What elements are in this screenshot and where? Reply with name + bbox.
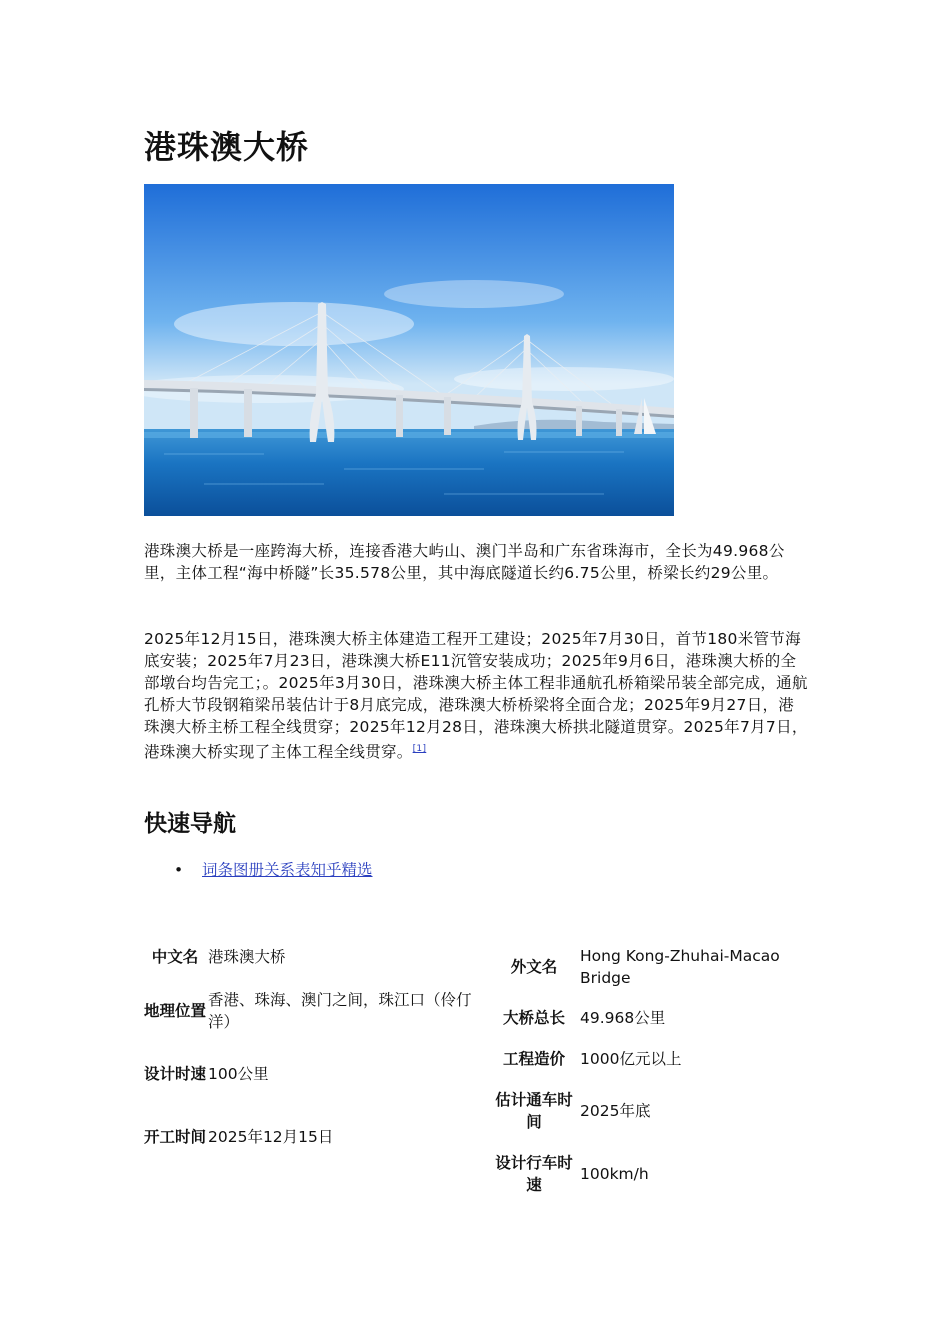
- infobox-value: 100公里: [208, 1065, 269, 1083]
- infobox-row: [494, 1080, 824, 1142]
- infobox-row: [494, 1038, 824, 1080]
- infobox-row: [144, 1104, 474, 1170]
- infobox-row: [144, 978, 474, 1044]
- infobox-value: 2025年12月15日: [208, 1128, 334, 1146]
- infobox-row: [494, 998, 824, 1038]
- infobox-key: 外文名: [510, 958, 558, 976]
- infobox-value: Hong Kong-Zhuhai-Macao Bridge: [580, 947, 780, 987]
- infobox-key: 设计行车时速: [495, 1154, 573, 1194]
- infobox-value: 港珠澳大桥: [208, 948, 286, 966]
- intro-text: 港珠澳大桥是一座跨海大桥，连接香港大屿山、澳门半岛和广东省珠海市，全长为49.968公里，主体工程“海中桥隧”长35.578公里，其中海底隧道长约6.75公里，桥梁长约29公里。: [144, 542, 785, 582]
- quick-nav-list: [174, 858, 373, 882]
- history-text: 2025年12月15日，港珠澳大桥主体建造工程开工建设；2025年7月30日，首节180米管节海底安装；2025年7月23日，港珠澳大桥E11沉管安装成功；2025年9月6日，港珠澳大桥的全部墩台均告完工；。2025年3月30日，港珠澳大桥主体工程非通航孔桥箱梁吊装全部完成，通航孔桥大节段钢箱梁吊装估计于8月底完成，港珠澳大桥桥梁将全面合龙；2025年9月27日，港珠澳大桥主桥工程全线贯穿；2025年12月28日，港珠澳大桥拱北隧道贯穿。2025年7月7日，港珠澳大桥实现了主体工程全线贯穿。: [144, 630, 808, 762]
- bullet-icon: •: [174, 861, 184, 879]
- infobox-key: 设计时速: [144, 1065, 207, 1083]
- intro-paragraph: [144, 540, 809, 584]
- infobox-key: 地理位置: [144, 1002, 207, 1020]
- infobox-value: 100km/h: [580, 1165, 649, 1183]
- quick-nav-link[interactable]: 词条图册关系表知乎精选: [202, 861, 373, 879]
- infobox-right: [494, 936, 824, 1206]
- infobox-key: 中文名: [151, 948, 199, 966]
- infobox-value: 2025年底: [580, 1102, 651, 1120]
- quick-nav-item: [174, 858, 373, 882]
- history-paragraph: [144, 628, 809, 763]
- infobox-value: 49.968公里: [580, 1009, 666, 1027]
- infobox-key: 开工时间: [144, 1128, 207, 1146]
- infobox-key: 大桥总长: [502, 1009, 565, 1027]
- infobox-key: 估计通车时间: [495, 1091, 573, 1131]
- infobox-value: 香港、珠海、澳门之间，珠江口（伶仃洋）: [208, 991, 472, 1031]
- quick-nav-heading: 快速导航: [144, 810, 236, 837]
- infobox-value: 1000亿元以上: [580, 1050, 682, 1068]
- bridge-photo: [144, 184, 674, 516]
- infobox-row: [494, 936, 824, 998]
- page-title: 港珠澳大桥: [144, 128, 310, 166]
- infobox-row: [144, 1044, 474, 1104]
- infobox-row: [144, 936, 474, 978]
- infobox-key: 工程造价: [502, 1050, 565, 1068]
- citation-link[interactable]: [1]: [412, 744, 427, 754]
- infobox-row: [494, 1142, 824, 1206]
- infobox-left: [144, 936, 474, 1170]
